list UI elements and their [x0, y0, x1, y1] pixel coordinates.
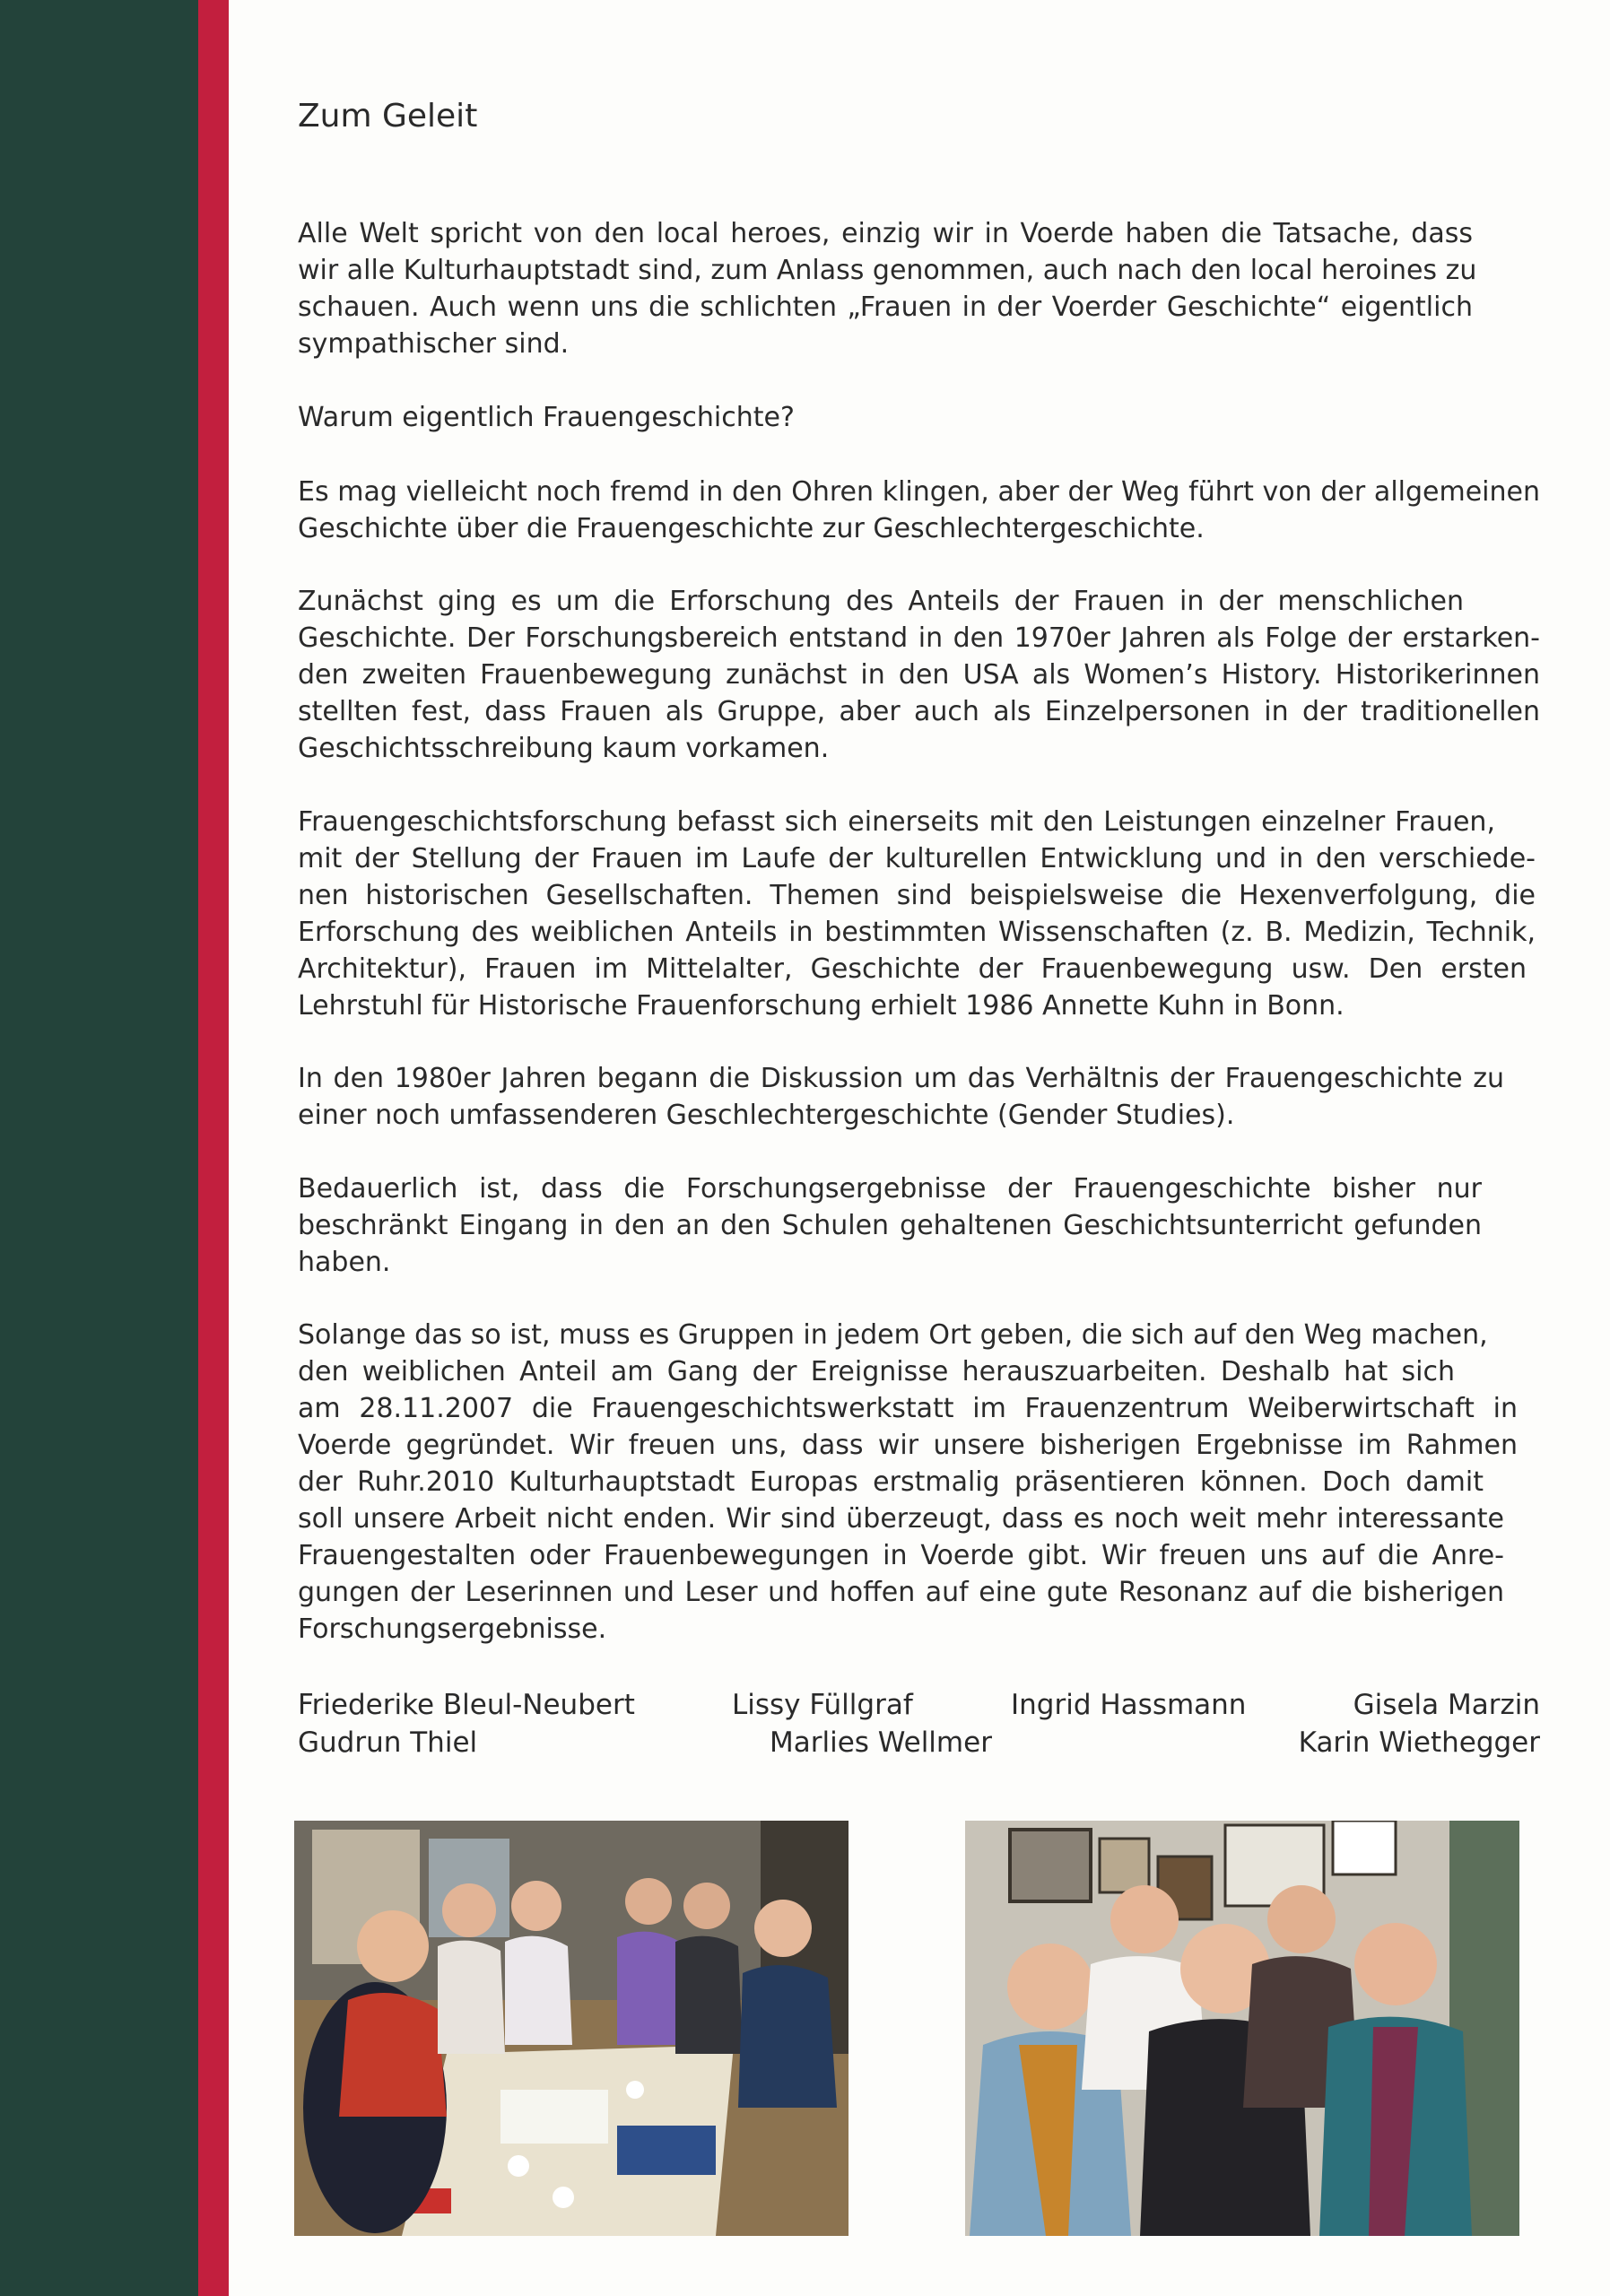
text-line: schauen. Auch wenn uns die schlichten „Frauen in der Voerder Geschichte“ eigentlich	[298, 291, 1473, 323]
text-line: Forschungsergebnisse.	[298, 1613, 607, 1645]
text-line: stellten fest, dass Frauen als Gruppe, aber auch als Einzelpersonen in der traditionellen	[298, 696, 1540, 727]
signature-name: Gisela Marzin	[1353, 1689, 1540, 1721]
signature-name: Lissy Füllgraf	[732, 1689, 913, 1721]
text-line: den zweiten Frauenbewegung zunächst in den USA als Women’s History. Historikerinnen	[298, 659, 1540, 691]
text-line: Zunächst ging es um die Erforschung des Anteils der Frauen in der menschlichen	[298, 586, 1464, 617]
text-line: Architektur), Frauen im Mittelalter, Geschichte der Frauenbewegung usw. Den ersten	[298, 953, 1527, 985]
paragraph-research	[298, 583, 1540, 767]
text-line: Geschichte über die Frauengeschichte zur Geschlechtergeschichte.	[298, 513, 1205, 544]
text-line: den weiblichen Anteil am Gang der Ereignisse herauszuarbeiten. Deshalb hat sich	[298, 1356, 1455, 1387]
text-line: haben.	[298, 1247, 391, 1278]
paragraph-gender-studies	[298, 1060, 1504, 1134]
text-line: sympathischer sind.	[298, 328, 570, 360]
text-line: Voerde gegründet. Wir freuen uns, dass wir unsere bisherigen Ergebnisse im Rahmen	[298, 1430, 1518, 1461]
group-photo-table	[294, 1821, 849, 2236]
group-photo-standing	[965, 1821, 1519, 2236]
text-line: gungen der Leserinnen und Leser und hoffen auf eine gute Resonanz auf die bisherigen	[298, 1577, 1504, 1608]
text-line: am 28.11.2007 die Frauengeschichtswerkstatt im Frauenzentrum Weiberwirtschaft in	[298, 1393, 1518, 1424]
text-line: mit der Stellung der Frauen im Laufe der kulturellen Entwicklung und in den verschiede-	[298, 843, 1536, 874]
text-line: einer noch umfassenderen Geschlechtergeschichte (Gender Studies).	[298, 1100, 1235, 1131]
cover-band-red	[198, 0, 229, 2296]
text-line: beschränkt Eingang in den an den Schulen gehaltenen Geschichtsunterricht gefunden	[298, 1210, 1482, 1241]
signature-name: Friederike Bleul-Neubert	[298, 1689, 635, 1721]
signature-name: Gudrun Thiel	[298, 1726, 478, 1759]
text-line: Alle Welt spricht von den local heroes, einzig wir in Voerde haben die Tatsache, dass	[298, 218, 1473, 249]
text-line: Lehrstuhl für Historische Frauenforschung erhielt 1986 Annette Kuhn in Bonn.	[298, 990, 1345, 1022]
signature-name: Marlies Wellmer	[770, 1726, 992, 1759]
text-line: nen historischen Gesellschaften. Themen sind beispielsweise die Hexenverfolgung, die	[298, 880, 1536, 911]
signature-row	[298, 1686, 1540, 1724]
text-line: In den 1980er Jahren begann die Diskussion um das Verhältnis der Frauengeschichte zu	[298, 1063, 1504, 1094]
text-line: Warum eigentlich Frauengeschichte?	[298, 402, 795, 433]
text-line: Frauengestalten oder Frauenbewegungen in Voerde gibt. Wir freuen uns auf die Anre-	[298, 1540, 1504, 1571]
text-line: der Ruhr.2010 Kulturhauptstadt Europas erstmalig präsentieren können. Doch damit	[298, 1466, 1484, 1498]
paragraph-intro	[298, 215, 1477, 362]
paragraph-schools	[298, 1170, 1482, 1281]
text-line: wir alle Kulturhauptstadt sind, zum Anlass genommen, auch nach den local heroines zu	[298, 255, 1477, 286]
paragraph-path	[298, 474, 1540, 547]
text-line: Bedauerlich ist, dass die Forschungsergebnisse der Frauengeschichte bisher nur	[298, 1173, 1482, 1205]
signature-name: Karin Wiethegger	[1298, 1726, 1540, 1759]
paragraph-question	[298, 399, 795, 436]
cover-band-green	[0, 0, 198, 2296]
text-line: soll unsere Arbeit nicht enden. Wir sind überzeugt, dass es noch weit mehr interessante	[298, 1503, 1504, 1535]
signature-name: Ingrid Hassmann	[1011, 1689, 1247, 1721]
paragraph-topics	[298, 804, 1536, 1024]
paragraph-workshop	[298, 1317, 1518, 1648]
text-line: Erforschung des weiblichen Anteils in bestimmten Wissenschaften (z. B. Medizin, Technik,	[298, 917, 1536, 948]
page-title: Zum Geleit	[298, 98, 478, 135]
text-line: Geschichte. Der Forschungsbereich entstand in den 1970er Jahren als Folge der erstarken-	[298, 622, 1540, 654]
text-line: Geschichtsschreibung kaum vorkamen.	[298, 733, 830, 764]
text-line: Solange das so ist, muss es Gruppen in jedem Ort geben, die sich auf den Weg machen,	[298, 1319, 1488, 1351]
text-line: Frauengeschichtsforschung befasst sich einerseits mit den Leistungen einzelner Frauen,	[298, 806, 1495, 838]
text-line: Es mag vielleicht noch fremd in den Ohren klingen, aber der Weg führt von der allgemeinen	[298, 476, 1540, 508]
signature-row	[298, 1724, 1540, 1761]
